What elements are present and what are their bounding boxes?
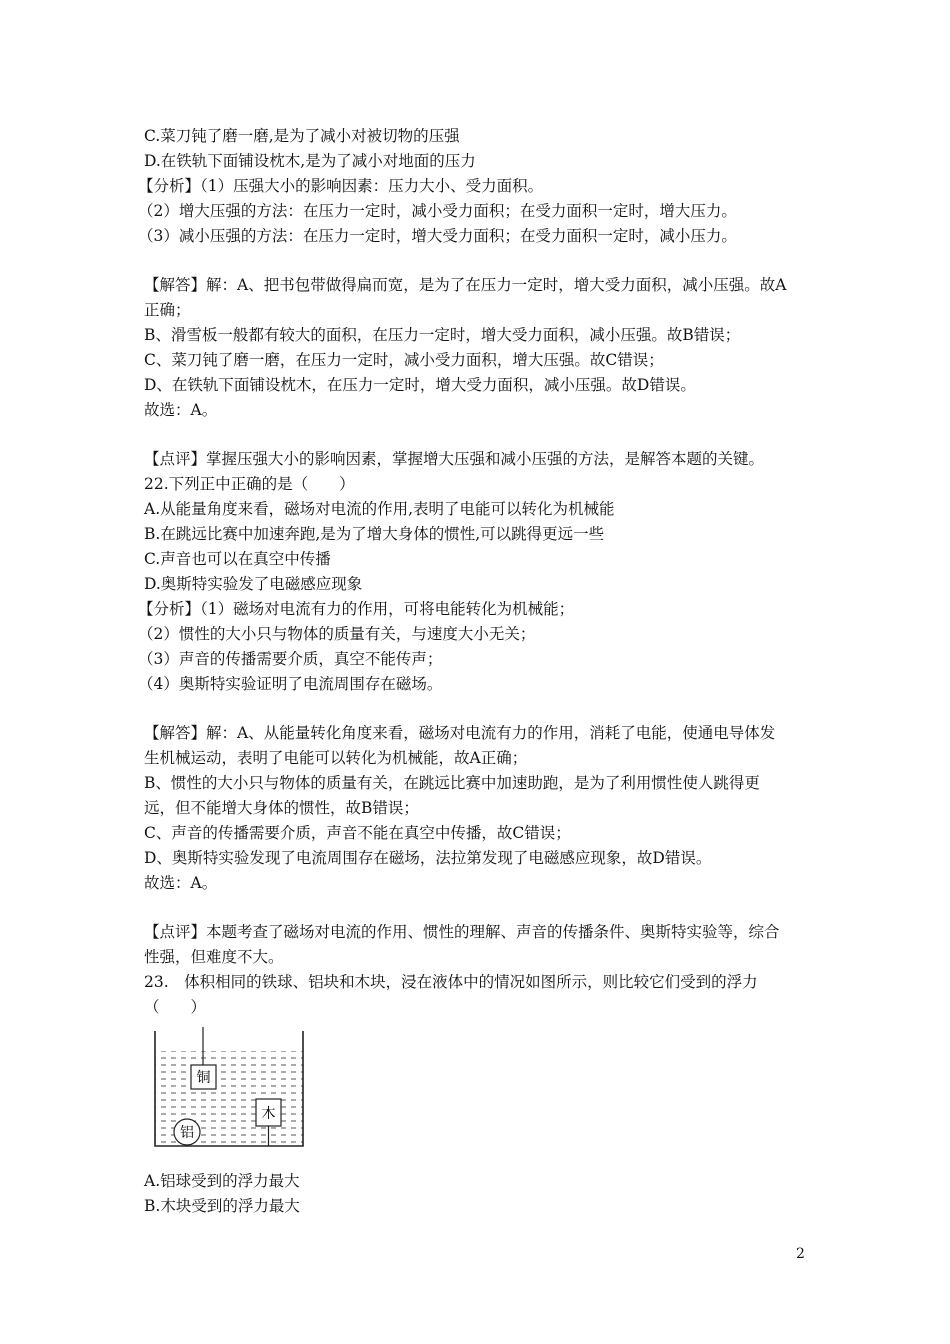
question-23-bracket: （ ） bbox=[144, 998, 207, 1016]
answer-line: 远，但不能增大身体的惯性，故B错误； bbox=[144, 799, 419, 817]
buoyancy-diagram bbox=[150, 1027, 310, 1152]
option-c-q22: C.声音也可以在真空中传播 bbox=[144, 550, 331, 568]
comment-q22-cont: 性强，但难度不大。 bbox=[144, 948, 284, 966]
answer-line: B、滑雪板一般都有较大的面积，在压力一定时，增大受力面积，减小压强。故B错误； bbox=[144, 326, 741, 344]
comment-q21: 【点评】掌握压强大小的影响因素，掌握增大压强和减小压强的方法，是解答本题的关键。 bbox=[144, 450, 765, 468]
answer-line: C、声音的传播需要介质，声音不能在真空中传播，故C错误； bbox=[144, 824, 571, 842]
option-a-q22: A.从能量角度来看，磁场对电流的作用,表明了电能可以转化为机械能 bbox=[144, 500, 615, 518]
option-b-q23: B.木块受到的浮力最大 bbox=[144, 1197, 300, 1215]
answer-heading-q22: 【解答】解：A、从能量转化角度来看，磁场对电流有力的作用，消耗了电能，使通电导体发 bbox=[144, 724, 776, 742]
answer-line: D、奥斯特实验发现了电流周围存在磁场，法拉第发现了电磁感应现象，故D错误。 bbox=[144, 849, 712, 867]
buoyancy-figure bbox=[150, 1027, 310, 1152]
option-a-q23: A.铝球受到的浮力最大 bbox=[144, 1172, 300, 1190]
answer-line: C、菜刀钝了磨一磨，在压力一定时，减小受力面积，增大压强。故C错误； bbox=[144, 351, 664, 369]
answer-line: 生机械运动，表明了电能可以转化为机械能，故A正确； bbox=[144, 749, 528, 767]
analysis-line: （4）奥斯特实验证明了电流周围存在磁场。 bbox=[138, 675, 443, 693]
answer-line: D、在铁轨下面铺设枕木，在压力一定时，增大受力面积，减小压强。故D错误。 bbox=[144, 376, 696, 394]
analysis-line: （3）减小压强的方法：在压力一定时，增大受力面积；在受力面积一定时，减小压力。 bbox=[138, 227, 737, 245]
question-22-stem: 22.下列正中正确的是（ ） bbox=[144, 475, 355, 493]
analysis-heading-q21: 【分析】（1）压强大小的影响因素：压力大小、受力面积。 bbox=[138, 177, 544, 195]
answer-heading-q21: 【解答】解：A、把书包带做得扁而宽，是为了在压力一定时，增大受力面积，减小压强。故A bbox=[144, 276, 787, 294]
analysis-line: （2）惯性的大小只与物体的质量有关，与速度大小无关； bbox=[138, 625, 536, 643]
choice-line-q22: 故选：A。 bbox=[144, 874, 218, 892]
analysis-heading-q22: 【分析】（1）磁场对电流有力的作用，可将电能转化为机械能； bbox=[138, 600, 575, 618]
option-d-q21: D.在铁轨下面铺设枕木,是为了减小对地面的压力 bbox=[144, 152, 476, 170]
option-d-q22: D.奥斯特实验发了电磁感应现象 bbox=[144, 575, 363, 593]
answer-line: 正确； bbox=[144, 301, 191, 319]
analysis-line: （2）增大压强的方法：在压力一定时，减小受力面积；在受力面积一定时，增大压力。 bbox=[138, 202, 737, 220]
wood-label: 木 bbox=[261, 1106, 276, 1122]
page-number: 2 bbox=[796, 1246, 805, 1262]
option-c-q21: C.菜刀钝了磨一磨,是为了减小对被切物的压强 bbox=[144, 127, 460, 145]
answer-line: B、惯性的大小只与物体的质量有关，在跳远比赛中加速助跑，是为了利用惯性使人跳得更 bbox=[144, 774, 760, 792]
question-23-stem: 23. 体积相同的铁球、铝块和木块，浸在液体中的情况如图所示，则比较它们受到的浮力 bbox=[144, 973, 758, 991]
aluminum-label: 铝 bbox=[180, 1125, 194, 1141]
option-b-q22: B.在跳远比赛中加速奔跑,是为了增大身体的惯性,可以跳得更远一些 bbox=[144, 525, 605, 543]
comment-q22: 【点评】本题考查了磁场对电流的作用、惯性的理解、声音的传播条件、奥斯特实验等，综合 bbox=[144, 923, 780, 941]
choice-line-q21: 故选：A。 bbox=[144, 401, 218, 419]
copper-label: 铜 bbox=[196, 1070, 211, 1086]
analysis-line: （3）声音的传播需要介质，真空不能传声； bbox=[138, 650, 443, 668]
